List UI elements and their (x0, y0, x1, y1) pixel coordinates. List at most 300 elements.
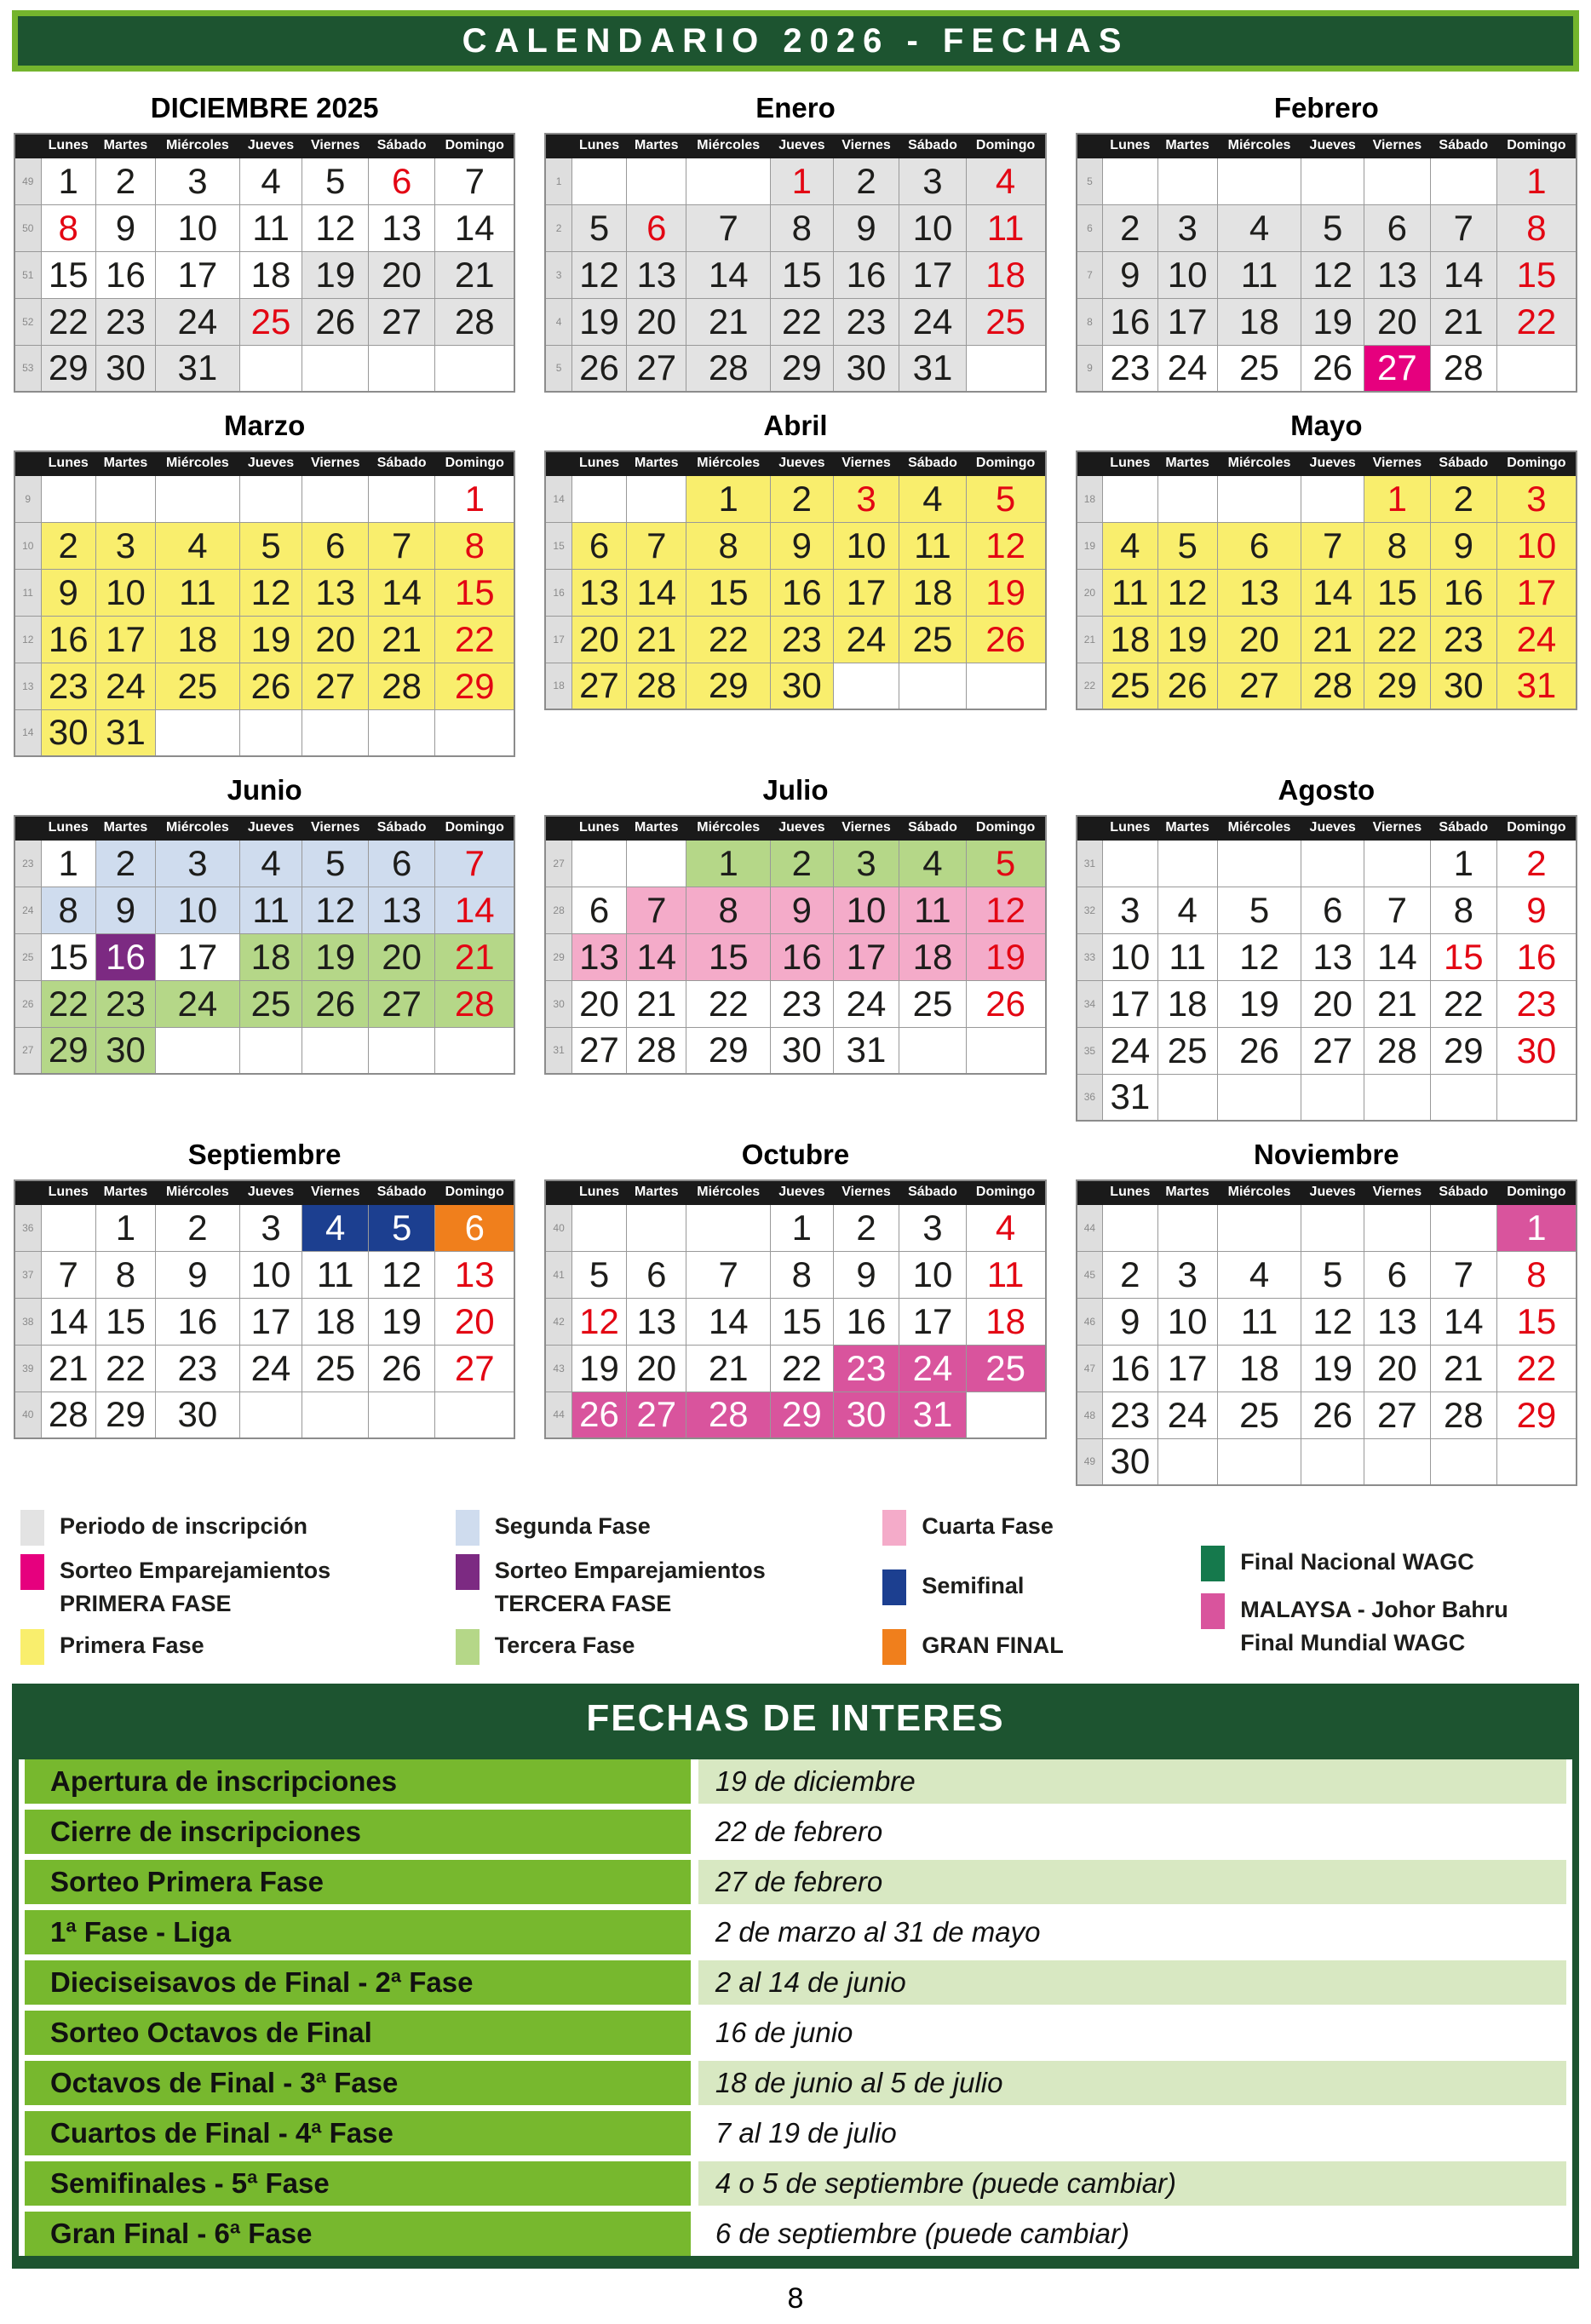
empty-cell (302, 475, 369, 522)
legend-label-line: Periodo de inscripción (60, 1513, 308, 1539)
day-cell: 11 (1157, 933, 1217, 980)
day-cell: 12 (302, 204, 369, 251)
legend-color-swatch (20, 1554, 44, 1590)
day-cell: 8 (435, 522, 515, 569)
day-cell: 22 (41, 980, 95, 1027)
week-number: 39 (14, 1345, 41, 1392)
week-number-corner (545, 816, 571, 840)
day-cell: 16 (1103, 298, 1157, 345)
day-cell: 8 (1430, 887, 1496, 933)
day-header: Jueves (1301, 1180, 1364, 1204)
legend-label (60, 1629, 204, 1662)
day-cell: 31 (833, 1027, 899, 1074)
week-number: 52 (14, 298, 41, 345)
day-cell: 19 (302, 251, 369, 298)
day-cell: 17 (95, 616, 155, 663)
day-cell: 1 (686, 475, 771, 522)
day-cell: 27 (1217, 663, 1301, 709)
fechas-value: 2 al 14 de junio (698, 1960, 1566, 2005)
fechas-value: 6 de septiembre (puede cambiar) (698, 2212, 1566, 2256)
day-header: Domingo (435, 1180, 515, 1204)
day-cell: 18 (1103, 616, 1157, 663)
day-cell: 9 (771, 522, 834, 569)
day-cell: 15 (1496, 251, 1577, 298)
week-number: 33 (1077, 933, 1103, 980)
day-cell: 24 (1157, 1392, 1217, 1438)
legend-label-line: GRAN FINAL (922, 1633, 1064, 1659)
day-header: Viernes (1364, 451, 1430, 475)
day-cell: 13 (571, 933, 626, 980)
day-cell: 21 (627, 980, 686, 1027)
legend-label-line: Cuarta Fase (922, 1513, 1054, 1539)
week-number: 21 (1077, 616, 1103, 663)
day-header: Sábado (369, 816, 435, 840)
week-row (545, 298, 1045, 345)
day-cell: 10 (156, 887, 240, 933)
fechas-row (25, 1960, 1566, 2005)
empty-cell (1364, 158, 1430, 204)
day-cell: 13 (369, 204, 435, 251)
day-cell: 1 (1430, 840, 1496, 887)
week-number: 42 (545, 1298, 571, 1345)
day-cell: 25 (966, 1345, 1046, 1392)
legend-label-line: Semifinal (922, 1573, 1025, 1599)
day-cell: 18 (899, 933, 966, 980)
day-cell: 7 (369, 522, 435, 569)
header-row (545, 816, 1045, 840)
empty-cell (1217, 1074, 1301, 1121)
day-cell: 13 (571, 569, 626, 616)
week-number: 9 (1077, 345, 1103, 392)
day-cell: 10 (833, 522, 899, 569)
day-cell: 6 (571, 522, 626, 569)
day-cell: 20 (1364, 298, 1430, 345)
fechas-label: Apertura de inscripciones (25, 1759, 691, 1804)
week-number: 26 (14, 980, 41, 1027)
day-cell: 19 (1157, 616, 1217, 663)
week-number: 30 (545, 980, 571, 1027)
day-cell: 21 (686, 298, 771, 345)
calendar-body (545, 158, 1045, 392)
day-cell: 21 (41, 1345, 95, 1392)
header-row (1077, 816, 1577, 840)
empty-cell (1103, 840, 1157, 887)
week-number: 29 (545, 933, 571, 980)
day-cell: 24 (156, 298, 240, 345)
day-header: Miércoles (1217, 134, 1301, 158)
empty-cell (369, 709, 435, 756)
day-header: Lunes (571, 451, 626, 475)
legend-item (20, 1510, 456, 1546)
day-cell: 19 (239, 616, 302, 663)
day-cell: 19 (369, 1298, 435, 1345)
day-cell: 29 (95, 1392, 155, 1438)
month-block (1076, 1130, 1577, 1486)
day-cell: 13 (435, 1251, 515, 1298)
day-cell: 12 (1301, 1298, 1364, 1345)
day-cell: 29 (1430, 1027, 1496, 1074)
day-cell: 5 (302, 158, 369, 204)
day-cell: 6 (369, 158, 435, 204)
day-cell: 6 (1364, 1251, 1430, 1298)
day-cell: 14 (1430, 1298, 1496, 1345)
day-cell: 28 (369, 663, 435, 709)
day-cell: 14 (1301, 569, 1364, 616)
day-cell: 7 (1364, 887, 1430, 933)
day-cell: 26 (369, 1345, 435, 1392)
week-row (1077, 158, 1577, 204)
day-cell: 23 (95, 980, 155, 1027)
empty-cell (369, 345, 435, 392)
day-cell: 16 (771, 569, 834, 616)
day-cell: 1 (41, 840, 95, 887)
day-cell: 3 (95, 522, 155, 569)
day-header: Sábado (369, 1180, 435, 1204)
week-row (545, 616, 1045, 663)
day-cell: 27 (571, 663, 626, 709)
day-header: Sábado (899, 451, 966, 475)
day-cell: 27 (571, 1027, 626, 1074)
day-cell: 24 (156, 980, 240, 1027)
week-number-corner (14, 451, 41, 475)
day-cell: 29 (686, 1027, 771, 1074)
day-cell: 19 (302, 933, 369, 980)
day-cell: 26 (1301, 1392, 1364, 1438)
empty-cell (966, 663, 1046, 709)
legend-label-line: Primera Fase (60, 1633, 204, 1659)
day-cell: 6 (1217, 522, 1301, 569)
empty-cell (1364, 840, 1430, 887)
week-row (545, 663, 1045, 709)
day-cell: 19 (966, 933, 1046, 980)
day-cell: 18 (302, 1298, 369, 1345)
day-cell: 1 (41, 158, 95, 204)
week-row (14, 1204, 514, 1251)
week-number: 16 (545, 569, 571, 616)
day-cell: 25 (1157, 1027, 1217, 1074)
day-cell: 13 (627, 251, 686, 298)
week-row (1077, 475, 1577, 522)
legend-item (882, 1510, 1201, 1546)
day-cell: 15 (771, 1298, 834, 1345)
day-cell: 13 (1301, 933, 1364, 980)
week-row (545, 569, 1045, 616)
day-cell: 2 (95, 158, 155, 204)
day-cell: 29 (41, 1027, 95, 1074)
empty-cell (239, 345, 302, 392)
day-cell: 25 (1217, 345, 1301, 392)
day-cell: 16 (833, 251, 899, 298)
day-header: Domingo (966, 134, 1046, 158)
calendar-header (545, 1180, 1045, 1204)
day-cell: 12 (1217, 933, 1301, 980)
day-cell: 24 (1103, 1027, 1157, 1074)
month-block (14, 83, 515, 393)
week-number: 2 (545, 204, 571, 251)
week-number: 11 (14, 569, 41, 616)
day-cell: 18 (156, 616, 240, 663)
day-cell: 4 (1217, 204, 1301, 251)
week-row (1077, 840, 1577, 887)
day-cell: 22 (771, 1345, 834, 1392)
day-cell: 3 (156, 158, 240, 204)
week-number: 9 (14, 475, 41, 522)
month-title: Agosto (1278, 774, 1376, 806)
calendar-header (545, 134, 1045, 158)
fechas-label: Gran Final - 6ª Fase (25, 2212, 691, 2256)
legend-item (20, 1554, 456, 1621)
fechas-row (25, 2011, 1566, 2055)
legend-label (60, 1510, 307, 1543)
day-cell: 3 (833, 475, 899, 522)
fechas-label: 1ª Fase - Liga (25, 1910, 691, 1954)
empty-cell (966, 1027, 1046, 1074)
day-header: Domingo (435, 816, 515, 840)
day-cell: 3 (1157, 204, 1217, 251)
day-cell: 9 (95, 887, 155, 933)
day-cell: 2 (833, 158, 899, 204)
empty-cell (1364, 1074, 1430, 1121)
empty-cell (1301, 158, 1364, 204)
day-cell: 15 (41, 933, 95, 980)
header-row (545, 134, 1045, 158)
day-header: Martes (1157, 134, 1217, 158)
month-block (544, 83, 1046, 393)
fechas-label: Semifinales - 5ª Fase (25, 2161, 691, 2206)
day-cell: 13 (1217, 569, 1301, 616)
day-cell: 24 (1496, 616, 1577, 663)
legend-color-swatch (456, 1629, 480, 1665)
day-cell: 29 (771, 345, 834, 392)
day-cell: 4 (899, 475, 966, 522)
week-number: 41 (545, 1251, 571, 1298)
week-number: 50 (14, 204, 41, 251)
empty-cell (899, 663, 966, 709)
week-row (14, 522, 514, 569)
day-cell: 5 (302, 840, 369, 887)
day-header: Domingo (966, 1180, 1046, 1204)
day-cell: 30 (95, 1027, 155, 1074)
day-cell: 8 (1496, 1251, 1577, 1298)
fechas-value: 2 de marzo al 31 de mayo (698, 1910, 1566, 1954)
day-header: Domingo (966, 816, 1046, 840)
week-row (545, 1204, 1045, 1251)
day-header: Miércoles (686, 134, 771, 158)
day-cell: 5 (1301, 204, 1364, 251)
legend-label-line: Tercera Fase (494, 1633, 635, 1659)
empty-cell (1157, 1438, 1217, 1485)
fechas-label: Cuartos de Final - 4ª Fase (25, 2111, 691, 2155)
day-cell: 19 (1217, 980, 1301, 1027)
day-cell: 30 (156, 1392, 240, 1438)
day-cell: 8 (95, 1251, 155, 1298)
week-row (545, 980, 1045, 1027)
day-cell: 11 (899, 887, 966, 933)
day-cell: 2 (41, 522, 95, 569)
calendar-table (544, 133, 1046, 393)
day-cell: 30 (1103, 1438, 1157, 1485)
week-number-corner (545, 1180, 571, 1204)
week-row (1077, 980, 1577, 1027)
empty-cell (833, 663, 899, 709)
day-cell: 14 (627, 933, 686, 980)
day-cell: 19 (1301, 298, 1364, 345)
day-cell: 26 (302, 298, 369, 345)
legend-column (1201, 1510, 1574, 1665)
empty-cell (571, 475, 626, 522)
legend-item (882, 1629, 1201, 1665)
day-header: Martes (95, 134, 155, 158)
day-cell: 10 (1496, 522, 1577, 569)
day-header: Martes (1157, 816, 1217, 840)
empty-cell (1157, 1204, 1217, 1251)
calendar-table (544, 450, 1046, 710)
week-number: 35 (1077, 1027, 1103, 1074)
empty-cell (686, 158, 771, 204)
day-header: Jueves (771, 1180, 834, 1204)
calendar-header (14, 816, 514, 840)
week-number: 6 (1077, 204, 1103, 251)
empty-cell (1157, 158, 1217, 204)
day-cell: 27 (627, 1392, 686, 1438)
empty-cell (369, 1027, 435, 1074)
day-header: Sábado (1430, 451, 1496, 475)
fechas-value: 19 de diciembre (698, 1759, 1566, 1804)
fechas-row (25, 1759, 1566, 1804)
day-cell: 17 (1496, 569, 1577, 616)
day-cell: 1 (771, 1204, 834, 1251)
day-cell: 11 (1217, 1298, 1301, 1345)
day-cell: 5 (1217, 887, 1301, 933)
day-cell: 4 (1103, 522, 1157, 569)
day-cell: 26 (1301, 345, 1364, 392)
legend-label (922, 1510, 1054, 1543)
month-title: Octubre (741, 1139, 850, 1170)
day-header: Jueves (1301, 451, 1364, 475)
day-cell: 31 (95, 709, 155, 756)
fechas-value: 27 de febrero (698, 1860, 1566, 1904)
day-cell: 17 (1157, 1345, 1217, 1392)
day-header: Lunes (571, 134, 626, 158)
day-header: Lunes (41, 1180, 95, 1204)
day-header: Jueves (239, 816, 302, 840)
day-cell: 14 (1364, 933, 1430, 980)
empty-cell (1364, 1204, 1430, 1251)
day-cell: 17 (899, 1298, 966, 1345)
day-header: Miércoles (686, 451, 771, 475)
page-number: 8 (787, 2282, 804, 2315)
day-cell: 24 (239, 1345, 302, 1392)
day-cell: 5 (571, 1251, 626, 1298)
day-header: Lunes (1103, 134, 1157, 158)
page-title-bar (12, 10, 1579, 72)
legend-color-swatch (20, 1510, 44, 1546)
week-number-corner (1077, 816, 1103, 840)
legend-column (456, 1510, 883, 1665)
day-cell: 8 (686, 887, 771, 933)
empty-cell (156, 475, 240, 522)
fechas-row (25, 1860, 1566, 1904)
day-cell: 23 (771, 616, 834, 663)
empty-cell (1301, 1438, 1364, 1485)
week-row (1077, 1027, 1577, 1074)
day-header: Jueves (1301, 816, 1364, 840)
week-row (545, 840, 1045, 887)
legend-item (456, 1629, 883, 1665)
empty-cell (966, 345, 1046, 392)
fechas-label: Octavos de Final - 3ª Fase (25, 2061, 691, 2105)
day-cell: 21 (686, 1345, 771, 1392)
day-cell: 11 (966, 204, 1046, 251)
week-row (545, 1027, 1045, 1074)
day-header: Miércoles (1217, 451, 1301, 475)
empty-cell (1301, 1204, 1364, 1251)
day-cell: 23 (156, 1345, 240, 1392)
calendar-table (544, 1179, 1046, 1439)
day-header: Lunes (1103, 816, 1157, 840)
week-row (1077, 1392, 1577, 1438)
day-cell: 9 (1103, 1298, 1157, 1345)
month-title: Abril (763, 410, 828, 441)
month-block (14, 766, 515, 1075)
week-row (545, 204, 1045, 251)
day-cell: 14 (41, 1298, 95, 1345)
fechas-row (25, 2061, 1566, 2105)
day-cell: 15 (1496, 1298, 1577, 1345)
day-cell: 16 (1496, 933, 1577, 980)
day-cell: 29 (771, 1392, 834, 1438)
empty-cell (1157, 475, 1217, 522)
day-cell: 11 (1217, 251, 1301, 298)
empty-cell (1217, 1204, 1301, 1251)
day-cell: 21 (369, 616, 435, 663)
day-cell: 6 (1364, 204, 1430, 251)
day-cell: 20 (369, 933, 435, 980)
month-title: Septiembre (187, 1139, 342, 1170)
day-cell: 24 (833, 980, 899, 1027)
empty-cell (1157, 840, 1217, 887)
day-cell: 5 (1301, 1251, 1364, 1298)
day-cell: 3 (1496, 475, 1577, 522)
empty-cell (369, 1392, 435, 1438)
day-header: Viernes (302, 134, 369, 158)
day-cell: 8 (41, 887, 95, 933)
week-row (14, 475, 514, 522)
day-cell: 4 (966, 158, 1046, 204)
day-cell: 4 (239, 158, 302, 204)
day-cell: 26 (966, 616, 1046, 663)
day-cell: 12 (1301, 251, 1364, 298)
day-cell: 15 (95, 1298, 155, 1345)
day-cell: 10 (95, 569, 155, 616)
day-cell: 15 (686, 933, 771, 980)
day-cell: 22 (771, 298, 834, 345)
empty-cell (1430, 158, 1496, 204)
week-row (1077, 616, 1577, 663)
day-cell: 13 (627, 1298, 686, 1345)
legend-label-line: PRIMERA FASE (60, 1591, 232, 1617)
day-cell: 17 (156, 251, 240, 298)
day-cell: 18 (1157, 980, 1217, 1027)
calendar-table (1076, 1179, 1577, 1486)
day-cell: 6 (435, 1204, 515, 1251)
week-row (14, 1027, 514, 1074)
day-header: Lunes (41, 451, 95, 475)
day-cell: 14 (369, 569, 435, 616)
day-cell: 7 (686, 1251, 771, 1298)
day-cell: 12 (966, 522, 1046, 569)
day-cell: 2 (1103, 204, 1157, 251)
